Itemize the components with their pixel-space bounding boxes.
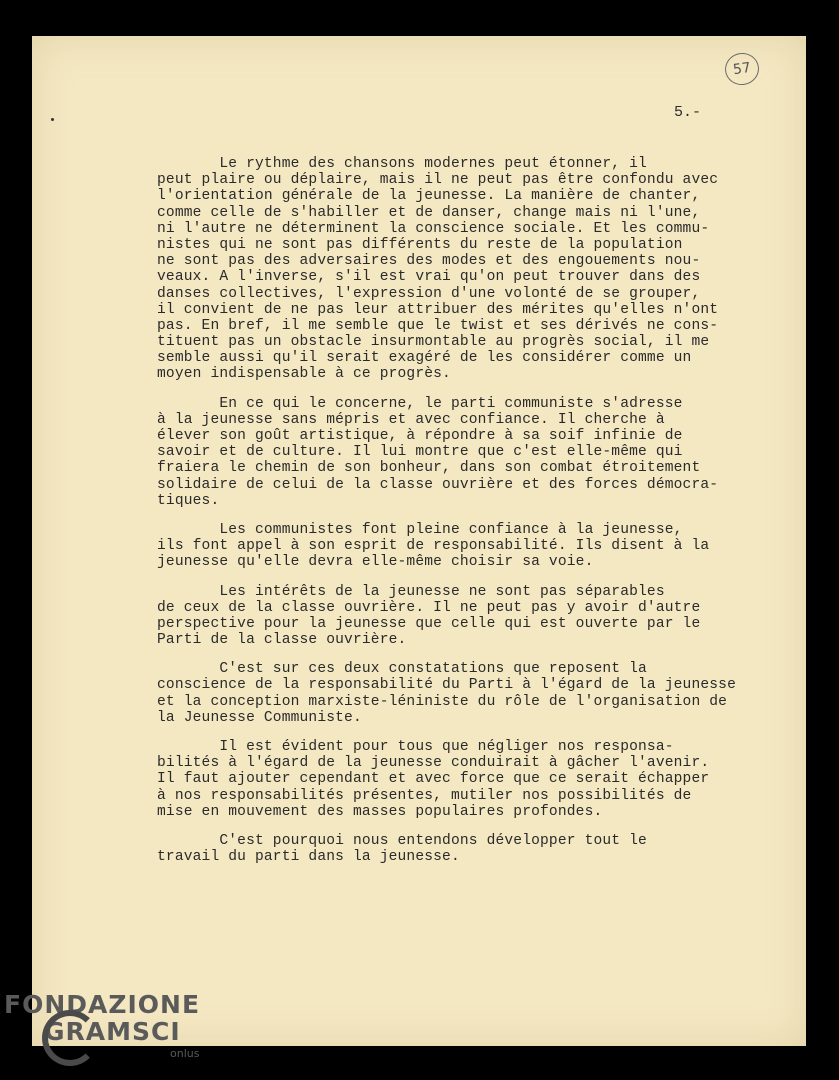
text-line: travail du parti dans la jeunesse. — [157, 849, 460, 866]
paragraph-gap — [157, 820, 787, 833]
text-line: bilités à l'égard de la jeunesse conduirait à gâcher l'avenir. — [157, 755, 710, 772]
paragraph-gap — [157, 726, 787, 739]
document-page — [32, 36, 806, 1046]
paragraph-gap — [157, 571, 787, 584]
paragraph — [157, 522, 787, 571]
text-line: C'est sur ces deux constatations que reposent la — [157, 661, 647, 678]
text-line: fraiera le chemin de son bonheur, dans son combat étroitement — [157, 460, 701, 477]
paragraph-gap — [157, 383, 787, 396]
text-line: Les intérêts de la jeunesse ne sont pas séparables — [157, 583, 665, 600]
archive-stamp: 57 — [723, 51, 761, 87]
text-line: Les communistes font pleine confiance à la jeunesse, — [157, 521, 683, 538]
text-line: Le rythme des chansons modernes peut étonner, il — [157, 156, 647, 172]
text-line: à nos responsabilités présentes, mutiler nos possibilités de — [157, 787, 692, 804]
text-line: et la conception marxiste-léniniste du rôle de l'organisation de — [157, 693, 728, 710]
text-line: semble aussi qu'il serait exagéré de les considérer comme un — [157, 350, 692, 367]
paragraph — [157, 739, 787, 820]
text-line: ne sont pas des adversaires des modes et des engouements nou- — [157, 253, 701, 270]
paragraph — [157, 661, 787, 726]
text-line: la Jeunesse Communiste. — [157, 709, 362, 726]
text-line: ils font appel à son esprit de responsabilité. Ils disent à la — [157, 538, 710, 555]
text-line: il convient de ne pas leur attribuer des mérites qu'elles n'ont — [157, 301, 719, 318]
paragraph — [157, 156, 787, 383]
paragraph — [157, 396, 787, 509]
text-line: ni l'autre ne déterminent la conscience sociale. Et les commu- — [157, 220, 710, 237]
text-line: à la jeunesse sans mépris et avec confiance. Il cherche à — [157, 411, 665, 428]
text-line: peut plaire ou déplaire, mais il ne peut pas être confondu avec — [157, 172, 719, 189]
text-line: C'est pourquoi nous entendons développer tout le — [157, 832, 647, 849]
text-line: moyen indispensable à ce progrès. — [157, 366, 451, 383]
text-line: nistes qui ne sont pas différents du reste de la population — [157, 236, 683, 253]
page-number: 5.- — [674, 104, 702, 121]
paragraph — [157, 833, 787, 865]
logo-ring-icon — [42, 1010, 98, 1066]
text-line: solidaire de celui de la classe ouvrière et des forces démocra- — [157, 476, 719, 493]
paragraph — [157, 584, 787, 649]
text-line: En ce qui le concerne, le parti communiste s'adresse — [157, 395, 683, 412]
text-line: de ceux de la classe ouvrière. Il ne peut pas y avoir d'autre — [157, 599, 701, 616]
paper-speck — [51, 118, 54, 121]
text-line: tiques. — [157, 492, 220, 509]
text-line: conscience de la responsabilité du Parti à l'égard de la jeunesse — [157, 677, 736, 694]
text-line: perspective pour la jeunesse que celle qui est ouverte par le — [157, 615, 701, 632]
text-line: mise en mouvement des masses populaires profondes. — [157, 803, 603, 820]
watermark-line2: GRAMSCI — [44, 1017, 181, 1046]
text-line: tituent pas un obstacle insurmontable au progrès social, il me — [157, 334, 710, 351]
text-line: comme celle de s'habiller et de danser, change mais ni l'une, — [157, 204, 701, 221]
text-line: élever son goût artistique, à répondre à sa soif infinie de — [157, 428, 683, 444]
watermark-line1: FONDAZIONE — [4, 990, 201, 1019]
text-line: savoir et de culture. Il lui montre que c'est elle-même qui — [157, 444, 683, 461]
paragraph-gap — [157, 509, 787, 522]
text-line: jeunesse qu'elle devra elle-même choisir sa voie. — [157, 554, 594, 571]
text-line: Parti de la classe ouvrière. — [157, 632, 407, 649]
paragraph-gap — [157, 648, 787, 661]
watermark-line3: onlus — [170, 1047, 200, 1060]
text-line: veaux. A l'inverse, s'il est vrai qu'on peut trouver dans des — [157, 269, 701, 286]
text-line: Il est évident pour tous que négliger nos responsa- — [157, 739, 674, 755]
text-line: pas. En bref, il me semble que le twist et ses dérivés ne cons- — [157, 317, 719, 334]
text-line: Il faut ajouter cependant et avec force que ce serait échapper — [157, 771, 710, 788]
text-line: l'orientation générale de la jeunesse. La manière de chanter, — [157, 188, 701, 205]
typed-text-body — [157, 156, 787, 865]
text-line: danses collectives, l'expression d'une volonté de se grouper, — [157, 285, 701, 302]
fondazione-gramsci-watermark — [4, 990, 201, 1060]
